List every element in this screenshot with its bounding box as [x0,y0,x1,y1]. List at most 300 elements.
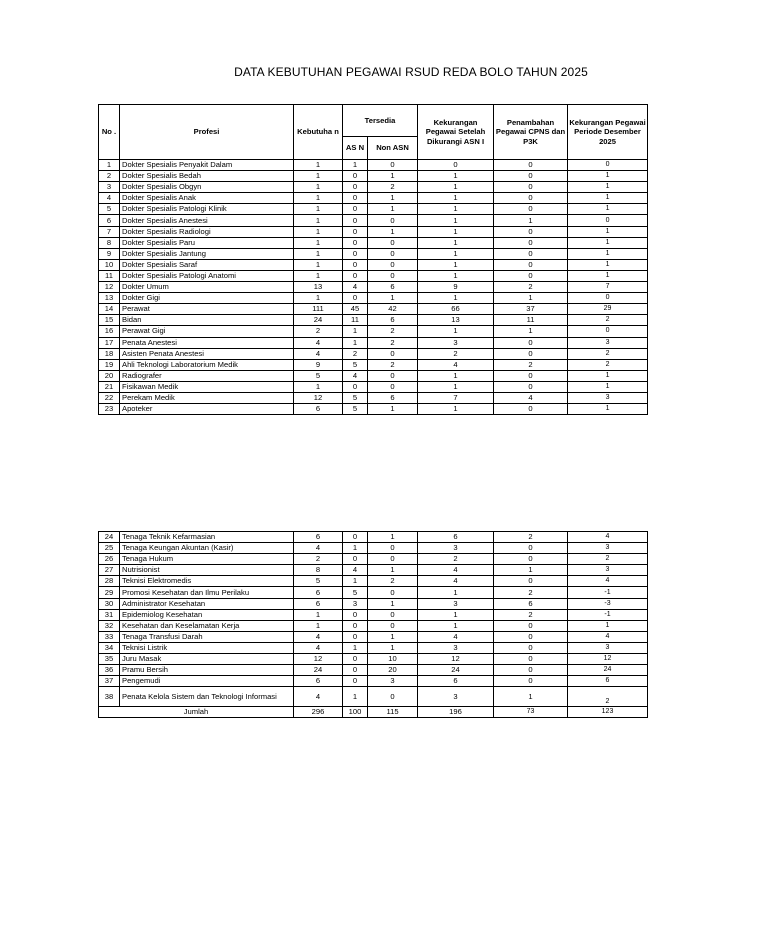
cell-kekurangan-asn: 9 [418,282,494,293]
cell-no: 16 [99,326,120,337]
cell-profesi: Dokter Spesialis Obgyn [120,182,294,193]
cell-kekurangan-periode: 29 [568,304,648,315]
cell-no: 34 [99,642,120,653]
cell-non-asn: 1 [368,598,418,609]
table-row [99,315,648,326]
cell-kekurangan-asn: 1 [418,259,494,270]
cell-non-asn: 10 [368,654,418,665]
cell-kekurangan-periode: 1 [568,204,648,215]
table-row [99,226,648,237]
cell-kekurangan-asn: 1 [418,193,494,204]
cell-kekurangan-periode: 3 [568,642,648,653]
cell-penambahan: 0 [494,182,568,193]
table-row [99,620,648,631]
cell-non-asn: 0 [368,620,418,631]
cell-non-asn: 2 [368,337,418,348]
cell-non-asn: 42 [368,304,418,315]
cell-kebutuhan: 24 [294,665,343,676]
cell-non-asn: 1 [368,193,418,204]
cell-no: 9 [99,248,120,259]
table-row [99,237,648,248]
cell-asn: 1 [343,576,368,587]
cell-asn: 1 [343,337,368,348]
cell-non-asn: 1 [368,204,418,215]
cell-asn: 4 [343,565,368,576]
cell-no: 24 [99,532,120,543]
table-row [99,304,648,315]
cell-profesi: Dokter Spesialis Penyakit Dalam [120,160,294,171]
table-row [99,370,648,381]
cell-asn: 1 [343,543,368,554]
cell-kekurangan-asn: 3 [418,687,494,707]
cell-kebutuhan: 6 [294,532,343,543]
cell-penambahan: 0 [494,248,568,259]
cell-kekurangan-periode: 1 [568,226,648,237]
cell-no: 26 [99,554,120,565]
cell-penambahan: 0 [494,676,568,687]
cell-profesi: Administrator Kesehatan [120,598,294,609]
cell-kebutuhan: 1 [294,193,343,204]
total-penambahan: 73 [494,707,568,718]
cell-penambahan: 0 [494,237,568,248]
cell-kekurangan-periode: 1 [568,193,648,204]
cell-no: 14 [99,304,120,315]
table-row [99,654,648,665]
cell-non-asn: 0 [368,160,418,171]
cell-penambahan: 0 [494,543,568,554]
table-row [99,609,648,620]
table-row [99,359,648,370]
cell-kekurangan-periode: 4 [568,631,648,642]
cell-kebutuhan: 1 [294,204,343,215]
table-row [99,204,648,215]
cell-no: 17 [99,337,120,348]
cell-kebutuhan: 1 [294,620,343,631]
cell-asn: 0 [343,654,368,665]
cell-kekurangan-asn: 4 [418,576,494,587]
cell-non-asn: 0 [368,270,418,281]
table-row [99,665,648,676]
cell-non-asn: 2 [368,182,418,193]
cell-non-asn: 1 [368,293,418,304]
cell-no: 21 [99,381,120,392]
cell-no: 29 [99,587,120,598]
total-row [99,707,648,718]
cell-no: 25 [99,543,120,554]
cell-profesi: Dokter Spesialis Paru [120,237,294,248]
cell-kekurangan-asn: 4 [418,359,494,370]
cell-asn: 0 [343,554,368,565]
cell-profesi: Tenaga Hukum [120,554,294,565]
cell-penambahan: 0 [494,160,568,171]
table-row [99,293,648,304]
cell-penambahan: 0 [494,259,568,270]
cell-non-asn: 1 [368,532,418,543]
table-row [99,532,648,543]
cell-asn: 0 [343,193,368,204]
cell-penambahan: 0 [494,226,568,237]
cell-kekurangan-asn: 1 [418,404,494,415]
cell-penambahan: 0 [494,270,568,281]
cell-asn: 11 [343,315,368,326]
cell-profesi: Dokter Spesialis Saraf [120,259,294,270]
cell-non-asn: 2 [368,326,418,337]
cell-asn: 5 [343,404,368,415]
cell-profesi: Dokter Spesialis Patologi Anatomi [120,270,294,281]
table-row [99,676,648,687]
document-title: DATA KEBUTUHAN PEGAWAI RSUD REDA BOLO TAHUN 2025 [234,65,588,79]
table-row [99,282,648,293]
cell-profesi: Penata Kelola Sistem dan Teknologi Informasi [120,687,294,707]
cell-no: 1 [99,160,120,171]
cell-kekurangan-asn: 3 [418,598,494,609]
cell-non-asn: 0 [368,237,418,248]
cell-no: 12 [99,282,120,293]
cell-non-asn: 1 [368,226,418,237]
table-row [99,248,648,259]
cell-penambahan: 0 [494,370,568,381]
cell-kebutuhan: 5 [294,576,343,587]
col-header-penambahan: Penambahan Pegawai CPNS dan P3K [494,105,568,160]
table-row [99,326,648,337]
cell-asn: 0 [343,215,368,226]
table-row [99,270,648,281]
cell-kekurangan-periode: -1 [568,609,648,620]
cell-kekurangan-asn: 1 [418,237,494,248]
cell-kekurangan-periode: 1 [568,270,648,281]
cell-profesi: Teknisi Elektromedis [120,576,294,587]
cell-kekurangan-periode: 4 [568,576,648,587]
table-row [99,587,648,598]
cell-profesi: Apoteker [120,404,294,415]
cell-asn: 5 [343,392,368,403]
cell-penambahan: 0 [494,404,568,415]
cell-kekurangan-asn: 4 [418,565,494,576]
cell-profesi: Ahli Teknologi Laboratorium Medik [120,359,294,370]
cell-no: 33 [99,631,120,642]
cell-kekurangan-periode: 0 [568,215,648,226]
cell-penambahan: 1 [494,326,568,337]
cell-non-asn: 0 [368,248,418,259]
col-header-profesi: Profesi [120,105,294,160]
table-row [99,392,648,403]
cell-kebutuhan: 4 [294,543,343,554]
cell-kekurangan-periode: 1 [568,381,648,392]
cell-penambahan: 2 [494,532,568,543]
cell-no: 20 [99,370,120,381]
cell-asn: 5 [343,359,368,370]
cell-profesi: Nutrisionist [120,565,294,576]
cell-kebutuhan: 111 [294,304,343,315]
cell-profesi: Dokter Gigi [120,293,294,304]
cell-non-asn: 0 [368,215,418,226]
table-row [99,631,648,642]
cell-asn: 0 [343,620,368,631]
cell-non-asn: 1 [368,404,418,415]
cell-non-asn: 0 [368,348,418,359]
cell-kekurangan-periode: 6 [568,676,648,687]
cell-no: 7 [99,226,120,237]
cell-no: 37 [99,676,120,687]
cell-kebutuhan: 1 [294,226,343,237]
cell-kebutuhan: 1 [294,381,343,392]
cell-non-asn: 1 [368,171,418,182]
cell-asn: 0 [343,182,368,193]
col-header-no: No . [99,105,120,160]
cell-kebutuhan: 4 [294,687,343,707]
cell-kekurangan-asn: 12 [418,654,494,665]
staffing-table-part-2 [98,531,648,718]
col-header-asn: AS N [343,137,368,160]
cell-penambahan: 0 [494,576,568,587]
cell-kebutuhan: 1 [294,609,343,620]
cell-profesi: Promosi Kesehatan dan Ilmu Perilaku [120,587,294,598]
cell-kebutuhan: 13 [294,282,343,293]
cell-no: 38 [99,687,120,707]
cell-non-asn: 1 [368,642,418,653]
cell-profesi: Pramu Bersih [120,665,294,676]
cell-penambahan: 2 [494,359,568,370]
cell-asn: 3 [343,598,368,609]
cell-penambahan: 0 [494,204,568,215]
cell-penambahan: 2 [494,587,568,598]
cell-penambahan: 1 [494,565,568,576]
cell-kebutuhan: 9 [294,359,343,370]
table-row [99,543,648,554]
cell-penambahan: 0 [494,554,568,565]
cell-non-asn: 0 [368,587,418,598]
cell-profesi: Dokter Spesialis Anestesi [120,215,294,226]
cell-profesi: Dokter Spesialis Anak [120,193,294,204]
col-header-kekurangan-asn: Kekurangan Pegawai Setelah Dikurangi ASN I [418,105,494,160]
cell-non-asn: 0 [368,687,418,707]
col-header-non-asn: Non ASN [368,137,418,160]
cell-non-asn: 20 [368,665,418,676]
table-row [99,337,648,348]
cell-non-asn: 2 [368,576,418,587]
cell-kebutuhan: 1 [294,259,343,270]
cell-asn: 0 [343,248,368,259]
cell-kebutuhan: 6 [294,404,343,415]
table-row [99,171,648,182]
cell-profesi: Perawat Gigi [120,326,294,337]
cell-kebutuhan: 12 [294,654,343,665]
cell-no: 15 [99,315,120,326]
cell-asn: 0 [343,171,368,182]
cell-penambahan: 2 [494,282,568,293]
cell-no: 3 [99,182,120,193]
cell-kekurangan-periode: 7 [568,282,648,293]
cell-kebutuhan: 1 [294,182,343,193]
cell-non-asn: 0 [368,370,418,381]
cell-penambahan: 6 [494,598,568,609]
total-kebutuhan: 296 [294,707,343,718]
cell-kekurangan-asn: 66 [418,304,494,315]
staffing-table-part-1 [98,104,648,415]
cell-kebutuhan: 6 [294,598,343,609]
cell-kebutuhan: 24 [294,315,343,326]
cell-kekurangan-periode: 1 [568,182,648,193]
cell-no: 27 [99,565,120,576]
cell-asn: 45 [343,304,368,315]
cell-no: 13 [99,293,120,304]
table-row [99,598,648,609]
col-header-kekurangan-periode: Kekurangan Pegawai Periode Desember 2025 [568,105,648,160]
cell-profesi: Radiografer [120,370,294,381]
table-row [99,259,648,270]
cell-kekurangan-asn: 3 [418,337,494,348]
cell-asn: 0 [343,532,368,543]
cell-kekurangan-periode: 0 [568,160,648,171]
cell-no: 22 [99,392,120,403]
cell-kekurangan-asn: 1 [418,293,494,304]
cell-kekurangan-asn: 1 [418,215,494,226]
cell-penambahan: 0 [494,193,568,204]
cell-kekurangan-periode: 1 [568,248,648,259]
cell-no: 36 [99,665,120,676]
cell-no: 35 [99,654,120,665]
cell-non-asn: 0 [368,609,418,620]
cell-kekurangan-periode: 4 [568,532,648,543]
cell-no: 10 [99,259,120,270]
cell-asn: 0 [343,270,368,281]
cell-kekurangan-asn: 1 [418,248,494,259]
cell-kekurangan-periode: 2 [568,348,648,359]
cell-asn: 0 [343,293,368,304]
cell-penambahan: 1 [494,215,568,226]
cell-no: 23 [99,404,120,415]
cell-kekurangan-asn: 1 [418,226,494,237]
cell-kekurangan-asn: 7 [418,392,494,403]
cell-kekurangan-periode: 3 [568,543,648,554]
cell-penambahan: 0 [494,665,568,676]
cell-asn: 0 [343,631,368,642]
cell-kekurangan-periode: 1 [568,620,648,631]
cell-kebutuhan: 1 [294,160,343,171]
cell-kekurangan-periode: 2 [568,554,648,565]
cell-non-asn: 6 [368,282,418,293]
cell-non-asn: 6 [368,392,418,403]
cell-kekurangan-periode: 2 [568,315,648,326]
cell-asn: 0 [343,259,368,270]
cell-penambahan: 2 [494,609,568,620]
cell-kekurangan-periode: 3 [568,337,648,348]
cell-asn: 1 [343,326,368,337]
cell-no: 8 [99,237,120,248]
cell-kekurangan-asn: 6 [418,676,494,687]
cell-profesi: Tenaga Keungan Akuntan (Kasir) [120,543,294,554]
cell-kebutuhan: 4 [294,631,343,642]
cell-kekurangan-asn: 1 [418,609,494,620]
cell-penambahan: 0 [494,348,568,359]
cell-profesi: Tenaga Teknik Kefarmasian [120,532,294,543]
total-label: Jumlah [99,707,294,718]
cell-kekurangan-periode: 12 [568,654,648,665]
cell-non-asn: 0 [368,554,418,565]
col-header-tersedia: Tersedia [343,105,418,137]
cell-asn: 0 [343,665,368,676]
cell-profesi: Dokter Umum [120,282,294,293]
cell-kekurangan-periode: 1 [568,370,648,381]
cell-asn: 0 [343,676,368,687]
cell-kebutuhan: 6 [294,587,343,598]
cell-asn: 4 [343,282,368,293]
cell-penambahan: 0 [494,642,568,653]
cell-penambahan: 0 [494,337,568,348]
cell-kekurangan-periode: -1 [568,587,648,598]
cell-kekurangan-asn: 24 [418,665,494,676]
cell-profesi: Fisikawan Medik [120,381,294,392]
cell-asn: 1 [343,642,368,653]
cell-kekurangan-asn: 6 [418,532,494,543]
cell-no: 6 [99,215,120,226]
cell-profesi: Teknisi Listrik [120,642,294,653]
cell-kekurangan-periode: 2 [568,359,648,370]
cell-kebutuhan: 5 [294,370,343,381]
cell-no: 32 [99,620,120,631]
cell-non-asn: 0 [368,543,418,554]
cell-kekurangan-periode: 0 [568,326,648,337]
cell-kebutuhan: 1 [294,171,343,182]
table-row [99,182,648,193]
cell-penambahan: 1 [494,687,568,707]
cell-kekurangan-periode: 3 [568,392,648,403]
cell-kekurangan-asn: 1 [418,587,494,598]
cell-kekurangan-asn: 2 [418,348,494,359]
cell-no: 4 [99,193,120,204]
cell-kebutuhan: 1 [294,248,343,259]
cell-kekurangan-periode: 1 [568,171,648,182]
cell-penambahan: 1 [494,293,568,304]
table-row [99,193,648,204]
total-non-asn: 115 [368,707,418,718]
cell-profesi: Pengemudi [120,676,294,687]
cell-kekurangan-asn: 2 [418,554,494,565]
table-row [99,348,648,359]
cell-kekurangan-asn: 1 [418,171,494,182]
cell-kekurangan-asn: 1 [418,381,494,392]
cell-profesi: Asisten Penata Anestesi [120,348,294,359]
table-row [99,215,648,226]
cell-asn: 0 [343,609,368,620]
table-row [99,554,648,565]
cell-kekurangan-periode: 1 [568,404,648,415]
cell-kekurangan-asn: 3 [418,642,494,653]
cell-penambahan: 0 [494,171,568,182]
cell-kekurangan-asn: 1 [418,270,494,281]
cell-asn: 1 [343,160,368,171]
cell-kekurangan-asn: 1 [418,326,494,337]
table-row [99,381,648,392]
cell-asn: 0 [343,237,368,248]
cell-kebutuhan: 1 [294,270,343,281]
cell-kekurangan-periode: 3 [568,565,648,576]
cell-kebutuhan: 2 [294,554,343,565]
cell-non-asn: 1 [368,565,418,576]
cell-kebutuhan: 4 [294,337,343,348]
cell-profesi: Kesehatan dan Keselamatan Kerja [120,620,294,631]
cell-profesi: Perawat [120,304,294,315]
cell-kebutuhan: 1 [294,293,343,304]
cell-non-asn: 0 [368,259,418,270]
cell-profesi: Perekam Medik [120,392,294,403]
cell-no: 11 [99,270,120,281]
cell-penambahan: 0 [494,654,568,665]
cell-kekurangan-asn: 1 [418,370,494,381]
cell-kekurangan-periode: 2 [568,687,648,707]
cell-no: 19 [99,359,120,370]
cell-kekurangan-periode: 1 [568,237,648,248]
